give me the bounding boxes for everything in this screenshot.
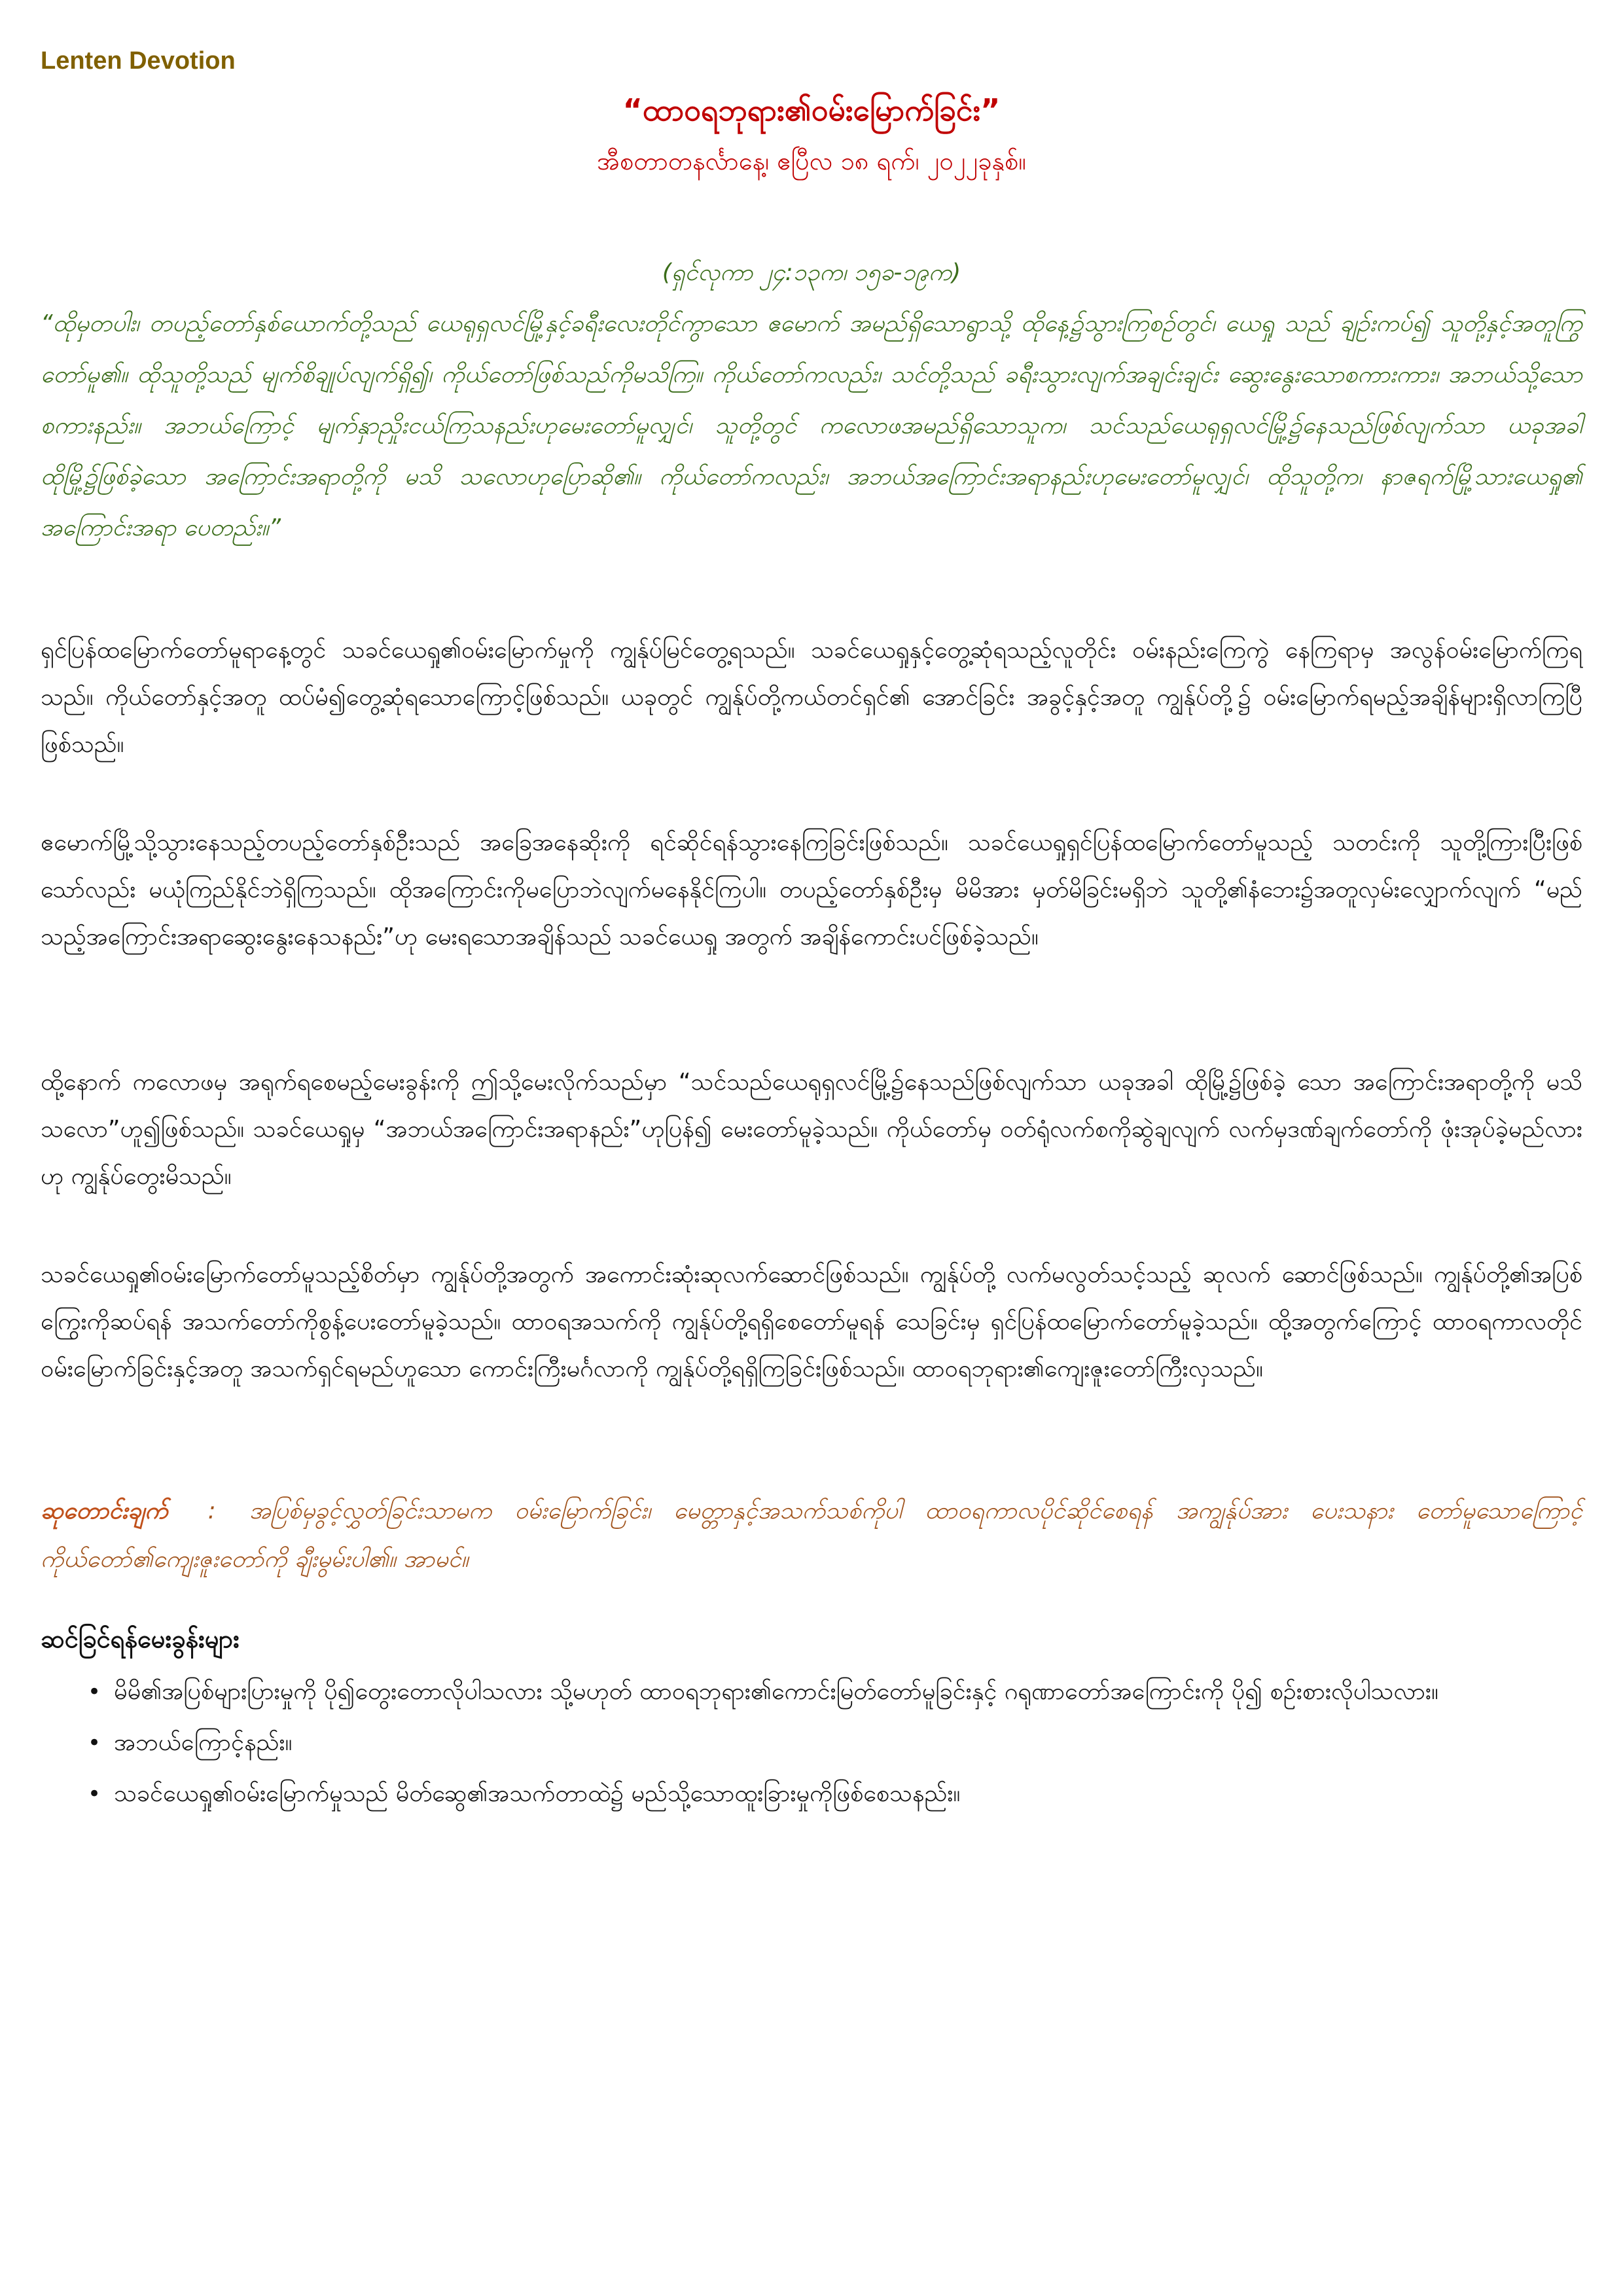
body-paragraph-4: သခင်ယေရှု၏ဝမ်းမြောက်တော်မူသည့်စိတ်မှာ ကျွန်ုပ်တို့အတွက် အကောင်းဆုံးဆုလက်ဆောင်ဖြစ်သည်။ ကျွန်ုပ်တို့ လက်မလွတ်သင့်သည့် ဆုလက် ဆောင်ဖြစ်သည်။ ကျွန်ုပ်တို့၏အပြစ်ကြွေးကိုဆပ်ရန် အသက်တော်ကိုစွန့်ပေးတော်မူခဲ့သည်။ ထာဝရအသက်ကို ကျွန်ုပ်တို့ရရှိစေတော်မူရန် သေခြင်းမှ ရှင်ပြန်ထမြောက်တော်မူခဲ့သည်။ ထို့အတွက်ကြောင့် ထာဝရကာလတိုင် ဝမ်းမြောက်ခြင်းနှင့်အတူ အသက်ရှင်ရမည်ဟူသော ကောင်းကြီးမင်္ဂလာကို ကျွန်ုပ်တို့ရရှိကြခြင်းဖြစ်သည်။ ထာဝရဘုရား၏ကျေးဇူးတော်ကြီးလှသည်။ <box>41 1261 1582 1382</box>
bullet-icon: • <box>88 1781 101 1807</box>
bullet-icon: • <box>88 1730 101 1756</box>
questions-heading: ဆင်ခြင်ရန်မေးခွန်းများ <box>41 1624 240 1653</box>
list-item <box>41 1670 1582 1713</box>
body-paragraph-1: ရှင်ပြန်ထမြောက်တော်မူရာနေ့တွင် သခင်ယေရှု၏ဝမ်းမြောက်မှုကို ကျွန်ုပ်မြင်တွေ့ရသည်။ သခင်ယေရှုနှင့်တွေ့ဆုံရသည့်လူတိုင်း ဝမ်းနည်းကြေကွဲ နေကြရာမှ အလွန်ဝမ်းမြောက်ကြရသည်။ ကိုယ်တော်နှင့်အတူ ထပ်မံ၍တွေ့ဆုံရသောကြောင့်ဖြစ်သည်။ ယခုတွင် ကျွန်ုပ်တို့ကယ်တင်ရှင်၏ အောင်ခြင်း အခွင့်နှင့်အတူ ကျွန်ုပ်တို့၌ ဝမ်းမြောက်ရမည့်အချိန်များရှိလာကြပြီဖြစ်သည်။ <box>41 637 1582 758</box>
header-label: Lenten Devotion <box>41 47 236 75</box>
prayer-block <box>41 1487 1582 1584</box>
question-text: မိမိ၏အပြစ်များပြားမှုကို ပို၍တွေးတောလိုပါသလား သို့မဟုတ် ထာဝရဘုရား၏ကောင်းမြတ်တော်မူခြင်းနှင့် ဂရုဏာတော်အကြောင်းကို ပို၍ စဉ်းစားလိုပါသလား။ <box>114 1678 1438 1705</box>
questions-list <box>41 1670 1582 1823</box>
devotion-date: အီစတာတနင်္လာနေ့၊ ဧပြီလ ၁၈ ရက်၊ ၂၀၂၂ခုနှစ်။ <box>597 147 1026 175</box>
prayer-text: အပြစ်မှခွင့်လွှတ်ခြင်းသာမက ဝမ်းမြောက်ခြင်း၊ မေတ္တာနှင့်အသက်သစ်ကိုပါ ထာဝရကာလပိုင်ဆိုင်စေရန် အကျွန်ုပ်အား ပေးသနား တော်မူသောကြောင့် ကိုယ်တော်၏ကျေးဇူးတော်ကို ချီးမွမ်းပါ၏။ အာမင်။ <box>41 1498 1582 1573</box>
body-paragraph-2: ဧမောက်မြို့သို့သွားနေသည့်တပည့်တော်နှစ်ဦးသည် အခြေအနေဆိုးကို ရင်ဆိုင်ရန်သွားနေကြခြင်းဖြစ်သည်။ သခင်ယေရှုရှင်ပြန်ထမြောက်တော်မူသည့် သတင်းကို သူတို့ကြားပြီးဖြစ်သော်လည်း မယုံကြည်နိုင်ဘဲရှိကြသည်။ ထိုအကြောင်းကိုမပြောဘဲလျက်မနေနိုင်ကြပါ။ တပည့်တော်နှစ်ဦးမှ မိမိအား မှတ်မိခြင်းမရှိဘဲ သူတို့၏နံဘေး၌အတူလှမ်းလျှောက်လျက် “မည်သည့်အကြောင်းအရာဆွေးနွေးနေသနည်း”ဟု မေးရသောအချိန်သည် သခင်ယေရှု အတွက် အချိန်ကောင်းပင်ဖြစ်ခဲ့သည်။ <box>41 829 1582 950</box>
scripture-reference: (ရှင်လုကာ ၂၄:၁၃က၊ ၁၅ခ-၁၉က) <box>662 259 961 286</box>
body-paragraph-3: ထို့နောက် ကလောဖမှ အရုက်ရစေမည့်မေးခွန်းကို ဤသို့မေးလိုက်သည်မှာ “သင်သည်ယေရုရှလင်မြို့၌နေသည်ဖြစ်လျက်သာ ယခုအခါ ထိုမြို့၌ဖြစ်ခဲ့ သော အကြောင်းအရာတို့ကို မသိသလော”ဟူ၍ဖြစ်သည်။ သခင်ယေရှုမှ “အဘယ်အကြောင်းအရာနည်း”ဟုပြန်၍ မေးတော်မူခဲ့သည်။ ကိုယ်တော်မှ ဝတ်ရုံလက်စကိုဆွဲချလျက် လက်မှဒဏ်ချက်တော်ကို ဖုံးအုပ်ခဲ့မည်လားဟု ကျွန်ုပ်တွေးမိသည်။ <box>41 1069 1583 1190</box>
question-text: အဘယ်ကြောင့်နည်း။ <box>114 1729 293 1756</box>
bullet-icon: • <box>88 1679 101 1705</box>
list-item <box>41 1721 1582 1765</box>
scripture-text: “ထိုမှတပါး၊ တပည့်တော်နှစ်ယောက်တို့သည် ယေရုရှလင်မြို့နှင့်ခရီးလေးတိုင်ကွာသော ဧမောက် အမည်ရှိသောရွာသို့ ထိုနေ့၌သွားကြစဉ်တွင်၊ ယေရှု သည် ချဉ်းကပ်၍ သူတို့နှင့်အတူကြွတော်မူ၏။ ထိုသူတို့သည် မျက်စိချုပ်လျက်ရှိ၍၊ ကိုယ်တော်ဖြစ်သည်ကိုမသိကြ။ ကိုယ်တော်ကလည်း၊ သင်တို့သည် ခရီးသွားလျက်အချင်းချင်း ဆွေးနွေးသောစကားကား၊ အဘယ်သို့သောစကားနည်း။ အဘယ်ကြောင့် မျက်နှာညှိုးငယ်ကြသနည်းဟုမေးတော်မူလျှင်၊ သူတို့တွင် ကလောဖအမည်ရှိသောသူက၊ သင်သည်ယေရုရှလင်မြို့၌နေသည်ဖြစ်လျက်သာ ယခုအခါ ထိုမြို့၌ဖြစ်ခဲ့သော အကြောင်းအရာတို့ကို မသိ သလောဟုပြောဆို၏။ ကိုယ်တော်ကလည်း၊ အဘယ်အကြောင်းအရာနည်းဟုမေးတော်မူလျှင်၊ ထိုသူတို့က၊ နာဇရက်မြို့သားယေရှု၏ အကြောင်းအရာ ပေတည်း။” <box>41 310 1582 541</box>
prayer-separator: : <box>207 1498 216 1524</box>
scripture-block <box>41 247 1582 554</box>
list-item <box>41 1772 1582 1816</box>
question-text: သခင်ယေရှု၏ဝမ်းမြောက်မှုသည် မိတ်ဆွေ၏အသက်တာထဲ၌ မည်သို့သောထူးခြားမှုကိုဖြစ်စေသနည်း။ <box>114 1780 961 1807</box>
devotion-title: “ထာဝရဘုရား၏ဝမ်းမြောက်ခြင်း” <box>622 92 1001 128</box>
prayer-label: ဆုတောင်းချက် <box>41 1498 168 1524</box>
